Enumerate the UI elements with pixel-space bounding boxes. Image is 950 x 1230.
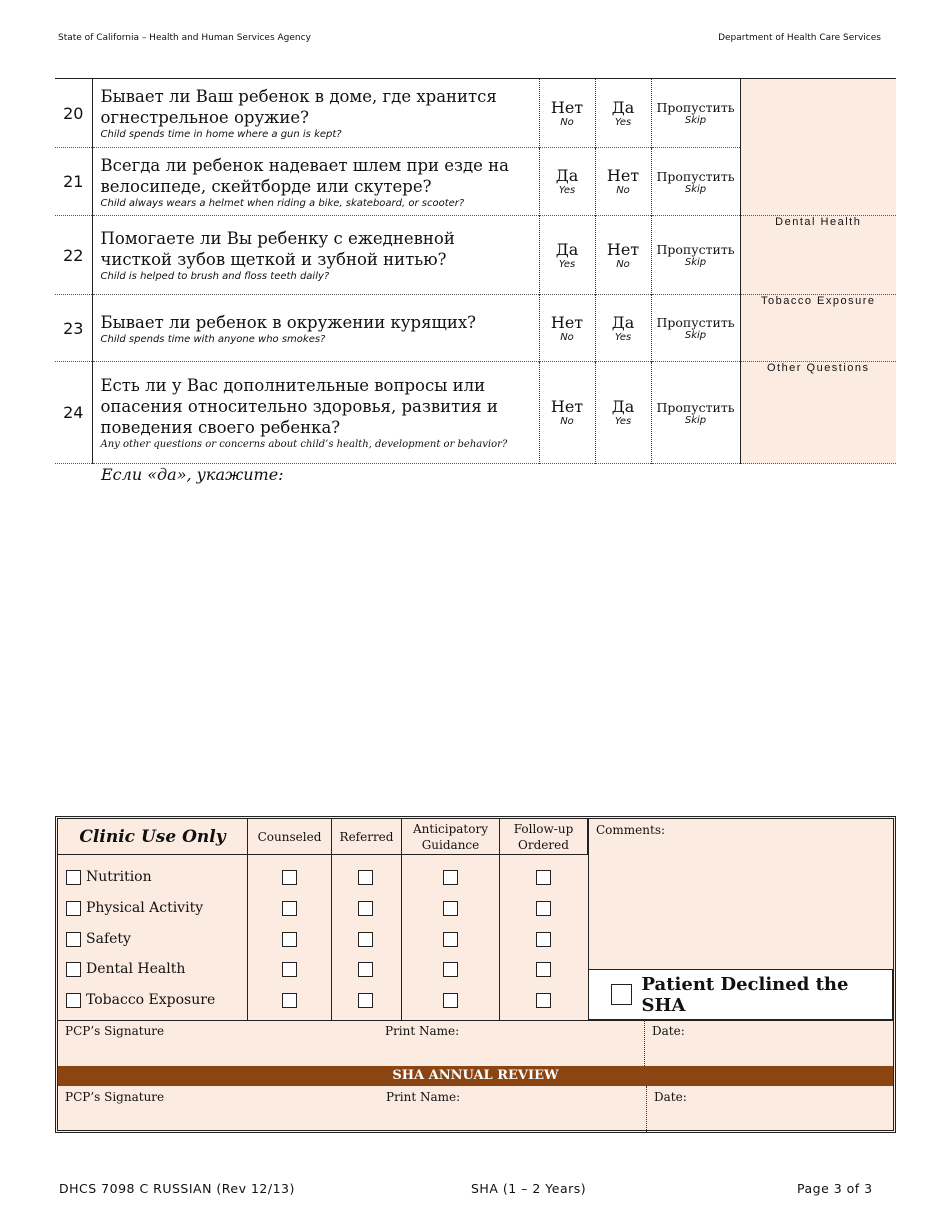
question-ru: Есть ли у Вас дополнительные вопросы или опасения относительно здоровья, развития и поведения своего ребенка? <box>100 376 498 437</box>
skip-ru: Пропустить <box>656 315 735 330</box>
answer-en: No <box>560 416 574 427</box>
category-cell-blank <box>740 79 896 216</box>
column-referred: Referred <box>332 819 402 855</box>
clinic-checkbox[interactable] <box>358 932 373 947</box>
answer-ru: Да <box>555 166 579 185</box>
question-ru: Бывает ли Ваш ребенок в доме, где хранится огнестрельное оружие? <box>100 87 497 127</box>
answer-option-1[interactable] <box>539 79 595 148</box>
answer-en: No <box>616 258 630 270</box>
question-en: Any other questions or concerns about child’s health, development or behavior? <box>100 439 508 450</box>
answer-en: Yes <box>614 116 632 128</box>
clinic-checkbox[interactable] <box>536 993 551 1008</box>
question-en: Child spends time with anyone who smokes? <box>100 333 326 345</box>
checkbox[interactable] <box>66 993 81 1008</box>
checkbox[interactable] <box>66 901 81 916</box>
checkbox[interactable] <box>66 962 81 977</box>
print-name-label: Print Name: <box>385 1024 460 1038</box>
print-name-label: Print Name: <box>386 1090 461 1104</box>
question-number: 24 <box>55 362 92 464</box>
skip-option[interactable] <box>651 79 740 148</box>
form-id: DHCS 7098 C RUSSIAN (Rev 12/13) <box>59 1181 295 1196</box>
skip-option[interactable] <box>651 148 740 216</box>
answer-ru: Да <box>611 312 635 332</box>
clinic-checkbox[interactable] <box>358 993 373 1008</box>
answer-en: Yes <box>558 258 576 270</box>
skip-ru: Пропустить <box>656 399 735 415</box>
answer-en: No <box>560 331 574 343</box>
skip-ru: Пропустить <box>656 100 735 115</box>
answer-option-2[interactable] <box>595 79 651 148</box>
skip-option[interactable] <box>651 216 740 295</box>
clinic-checkbox[interactable] <box>443 932 458 947</box>
question-row <box>55 216 896 295</box>
row-label: Tobacco Exposure <box>86 992 216 1008</box>
clinic-checkbox[interactable] <box>358 870 373 885</box>
clinic-checkbox[interactable] <box>443 870 458 885</box>
skip-option[interactable] <box>651 295 740 362</box>
answer-option-1[interactable] <box>539 216 595 295</box>
divider <box>247 855 248 1020</box>
date-label: Date: <box>654 1090 687 1104</box>
row-label: Physical Activity <box>86 900 204 916</box>
category-tobacco-exposure <box>740 295 896 362</box>
divider <box>646 1086 647 1132</box>
question-number: 20 <box>55 79 92 148</box>
skip-en: Skip <box>684 115 707 126</box>
declined-label: Patient Declined the SHA <box>641 973 849 1016</box>
clinic-row-physical-activity[interactable] <box>66 900 203 916</box>
question-row <box>55 79 896 148</box>
divider <box>331 855 332 1020</box>
clinic-checkbox[interactable] <box>443 901 458 916</box>
question-text <box>92 216 539 295</box>
question-number: 23 <box>55 295 92 362</box>
clinic-row-tobacco-exposure[interactable] <box>66 992 215 1008</box>
clinic-checkbox[interactable] <box>443 993 458 1008</box>
answer-en: Yes <box>614 416 632 427</box>
clinic-checkbox[interactable] <box>358 962 373 977</box>
clinic-checkbox[interactable] <box>536 901 551 916</box>
answer-option-1[interactable] <box>539 362 595 464</box>
form-name: SHA (1 – 2 Years) <box>471 1181 587 1196</box>
pcp-signature-label: PCP’s Signature <box>65 1090 165 1104</box>
checkbox[interactable] <box>66 870 81 885</box>
clinic-checkbox[interactable] <box>282 901 297 916</box>
row-label: Safety <box>86 931 131 947</box>
answer-en: Yes <box>558 185 576 196</box>
clinic-use-section <box>55 816 896 1133</box>
category-other-questions <box>740 362 896 464</box>
question-text <box>92 148 539 216</box>
skip-en: Skip <box>684 257 707 268</box>
column-anticipatory-guidance: Anticipatory Guidance <box>402 819 500 855</box>
question-en: Child is helped to brush and floss teeth daily? <box>100 271 330 282</box>
question-row <box>55 295 896 362</box>
annual-review-banner: SHA ANNUAL REVIEW <box>58 1066 893 1086</box>
clinic-checkbox[interactable] <box>282 932 297 947</box>
question-text <box>92 362 539 464</box>
question-number: 22 <box>55 216 92 295</box>
clinic-checkbox[interactable] <box>358 901 373 916</box>
question-en: Child spends time in home where a gun is kept? <box>100 129 342 140</box>
clinic-checkbox[interactable] <box>443 962 458 977</box>
clinic-row-nutrition[interactable] <box>66 869 152 885</box>
divider <box>644 1020 645 1066</box>
clinic-row-dental-health[interactable] <box>66 961 185 977</box>
comments-box[interactable] <box>588 819 893 969</box>
category-label: Tobacco Exposure <box>761 295 876 307</box>
skip-ru: Пропустить <box>656 242 735 257</box>
answer-ru: Нет <box>550 312 584 332</box>
row-label: Nutrition <box>86 869 152 885</box>
divider <box>499 855 500 1020</box>
category-label: Dental Health <box>775 216 862 228</box>
question-text <box>92 79 539 148</box>
answer-en: Yes <box>614 331 632 343</box>
comments-label: Comments: <box>596 823 666 837</box>
clinic-checkbox[interactable] <box>536 932 551 947</box>
patient-declined[interactable] <box>588 969 893 1020</box>
clinic-checkbox[interactable] <box>536 870 551 885</box>
question-number: 21 <box>55 148 92 216</box>
answer-ru: Нет <box>550 97 584 117</box>
clinic-checkbox[interactable] <box>536 962 551 977</box>
category-label: Other Questions <box>766 362 870 374</box>
question-ru: Бывает ли ребенок в окружении курящих? <box>100 312 476 332</box>
skip-en: Skip <box>684 414 707 426</box>
question-en: Child always wears a helmet when riding a bike, skateboard, or scooter? <box>100 197 465 209</box>
checkbox[interactable] <box>66 932 81 947</box>
pcp-signature-label: PCP’s Signature <box>65 1024 165 1038</box>
answer-ru: Нет <box>606 239 640 259</box>
question-ru: Всегда ли ребенок надевает шлем при езде на велосипеде, скейтборде или скутере? <box>100 155 510 196</box>
clinic-checkbox[interactable] <box>282 870 297 885</box>
clinic-checkbox[interactable] <box>282 962 297 977</box>
skip-ru: Пропустить <box>656 168 735 184</box>
annual-review-signature-row <box>58 1086 893 1132</box>
answer-option-1[interactable] <box>539 295 595 362</box>
date-label: Date: <box>652 1024 685 1038</box>
question-row <box>55 362 896 464</box>
answer-en: No <box>560 116 574 128</box>
clinic-checkbox[interactable] <box>282 993 297 1008</box>
column-counseled: Counseled <box>248 819 332 855</box>
department-header: Department of Health Care Services <box>718 33 881 43</box>
question-ru: Помогаете ли Вы ребенку с ежедневной чисткой зубов щеткой и зубной нитью? <box>100 229 455 269</box>
answer-ru: Да <box>555 239 579 259</box>
signature-row <box>58 1020 893 1066</box>
column-follow-up-ordered: Follow-up Ordered <box>500 819 588 855</box>
answer-option-1[interactable] <box>539 148 595 216</box>
answer-option-2[interactable] <box>595 148 651 216</box>
agency-header: State of California – Health and Human Services Agency <box>58 33 311 43</box>
answer-ru: Нет <box>550 397 584 416</box>
answer-ru: Нет <box>606 166 640 185</box>
answer-ru: Да <box>611 397 635 416</box>
answer-option-2[interactable] <box>595 216 651 295</box>
skip-option[interactable] <box>651 362 740 464</box>
page-number: Page 3 of 3 <box>797 1181 873 1196</box>
if-yes-prompt: Если «да», укажите: <box>101 465 284 484</box>
answer-option-2[interactable] <box>595 295 651 362</box>
divider <box>401 855 402 1020</box>
clinic-use-title: Clinic Use Only <box>58 819 248 855</box>
answer-ru: Да <box>611 97 635 117</box>
answer-option-2[interactable] <box>595 362 651 464</box>
answer-en: No <box>616 185 630 196</box>
row-label: Dental Health <box>86 961 186 977</box>
skip-en: Skip <box>684 330 707 341</box>
category-dental-health <box>740 216 896 295</box>
question-text <box>92 295 539 362</box>
skip-en: Skip <box>684 183 707 195</box>
questions-table <box>55 78 896 464</box>
clinic-row-safety[interactable] <box>66 931 131 947</box>
declined-checkbox[interactable] <box>611 984 632 1005</box>
